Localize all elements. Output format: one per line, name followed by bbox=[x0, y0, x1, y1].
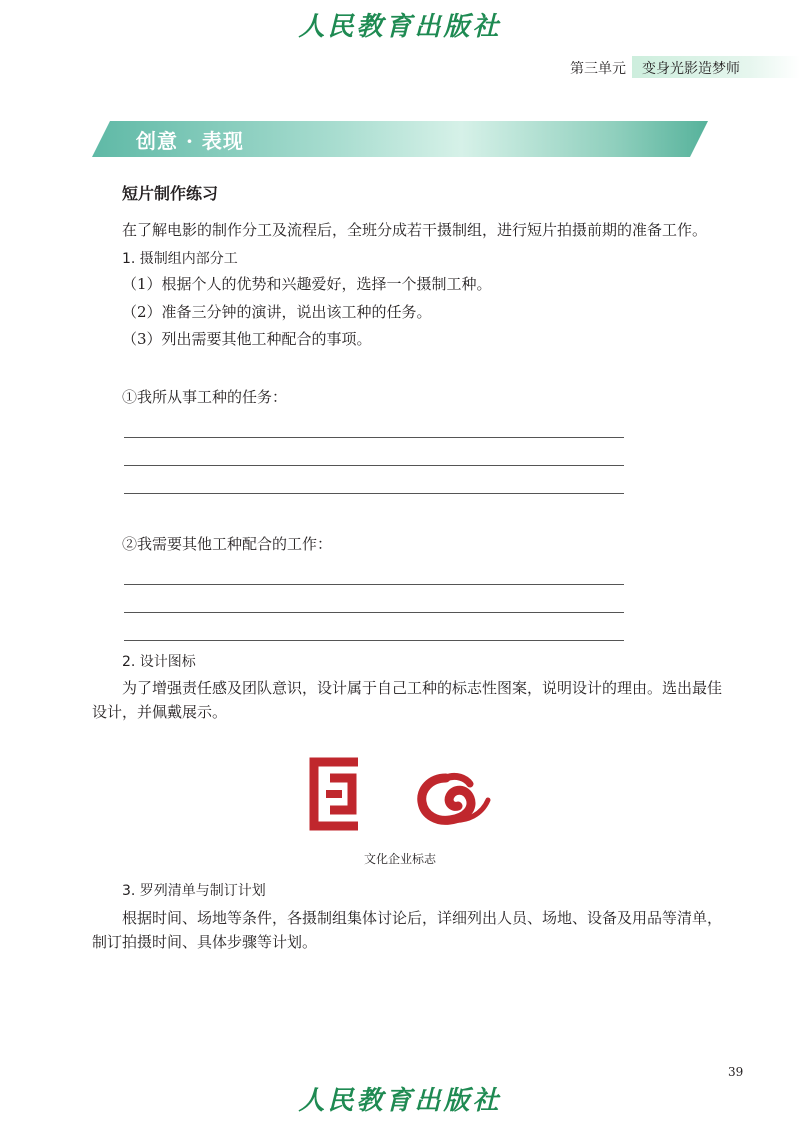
figure-caption: 文化企业标志 bbox=[363, 852, 436, 866]
answer-line[interactable] bbox=[124, 640, 624, 641]
part2-heading: 2. 设计图标 bbox=[122, 654, 196, 670]
maze-seal-logo-icon bbox=[308, 756, 364, 832]
answer-line[interactable] bbox=[124, 493, 624, 494]
publisher-logo-top: 人民教育出版社 bbox=[298, 12, 502, 42]
unit-title: 变身光影造梦师 bbox=[642, 61, 740, 77]
answer-line[interactable] bbox=[124, 465, 624, 466]
answer-line[interactable] bbox=[124, 612, 624, 613]
part3-paragraph: 根据时间、场地等条件，各摄制组集体讨论后，详细列出人员、场地、设备及用品等清单，制订拍摄时间、具体步骤等计划。 bbox=[92, 909, 723, 951]
answer-line[interactable] bbox=[124, 437, 624, 438]
part2-paragraph: 为了增强责任感及团队意识，设计属于自己工种的标志性图案，说明设计的理由。选出最佳设计，并佩戴展示。 bbox=[92, 679, 723, 721]
unit-header bbox=[570, 56, 800, 78]
exercise-subheading: 短片制作练习 bbox=[122, 184, 219, 203]
part1-item-1: （1）根据个人的优势和兴趣爱好，选择一个摄制工种。 bbox=[122, 275, 492, 293]
unit-label: 第三单元 bbox=[570, 61, 626, 77]
part3-heading: 3. 罗列清单与制订计划 bbox=[122, 883, 266, 899]
prompt-my-task: ①我所从事工种的任务： bbox=[122, 388, 288, 406]
prompt-cooperation: ②我需要其他工种配合的工作： bbox=[122, 535, 333, 553]
part1-item-2: （2）准备三分钟的演讲，说出该工种的任务。 bbox=[122, 303, 432, 321]
intro-paragraph: 在了解电影的制作分工及流程后，全班分成若干摄制组，进行短片拍摄前期的准备工作。 bbox=[122, 221, 708, 239]
cloud-swirl-logo-icon bbox=[416, 770, 492, 826]
publisher-logo-bottom: 人民教育出版社 bbox=[298, 1086, 502, 1116]
part1-heading: 1. 摄制组内部分工 bbox=[122, 251, 238, 267]
answer-line[interactable] bbox=[124, 584, 624, 585]
page-number: 39 bbox=[728, 1065, 744, 1079]
part1-item-3: （3）列出需要其他工种配合的事项。 bbox=[122, 330, 372, 348]
section-title: 创意 · 表现 bbox=[136, 129, 244, 153]
